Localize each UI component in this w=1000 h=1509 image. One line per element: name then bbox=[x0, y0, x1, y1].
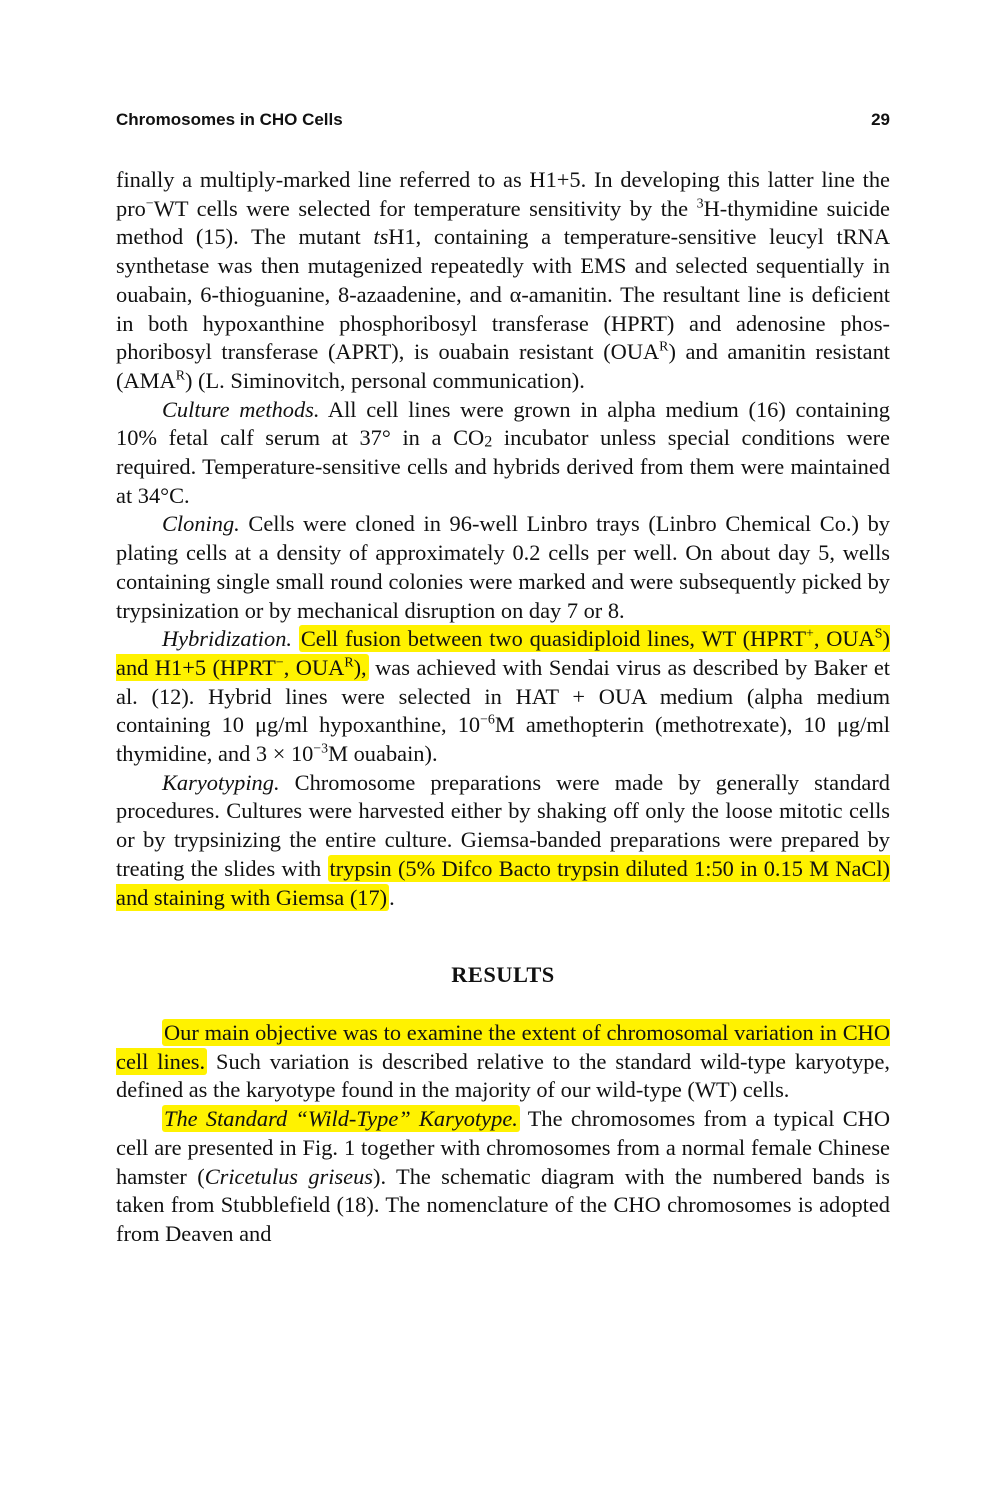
paragraph-culture-methods: Culture methods. All cell lines were grown in alpha medium (16) containing 10% fetal calf serum at 37° in a $CO_2$ incubator unless special conditions were required. Temperature-sensitive cells and hybrids derived from them were maintained at 34°C. bbox=[116, 396, 890, 508]
running-header bbox=[116, 110, 890, 134]
subsection-heading: Culture methods. bbox=[162, 396, 320, 422]
highlight: The Standard “Wild-Type” Karyotype. bbox=[164, 1106, 518, 1132]
page-number: 29 bbox=[871, 110, 890, 129]
highlight: Cell fusion between two quasidiploid lines, WT (HPRT+, $OUA^S$) and H1+5 (HPRT−, $OUA^R$), bbox=[116, 626, 890, 680]
section-heading-results: RESULTS bbox=[451, 962, 555, 988]
running-title: Chromosomes in CHO Cells bbox=[116, 110, 343, 129]
paragraph-standard-karyotype: The Standard “Wild-Type” Karyotype. The chromosomes from a typical CHO cell are presented in Fig. 1 together with chromosomes from a normal female Chinese hamster (Cricetulus griseus). The schematic diagram with the numbered bands is taken from Stubblefield (18). The nomenclature of the CHO chromosomes is adopted from Deaven and bbox=[116, 1106, 891, 1246]
highlight: Our main objective was to examine the extent of chromosomal variation in CHO cell lines. bbox=[116, 1019, 890, 1074]
paragraph-results-intro: Our main objective was to examine the extent of chromosomal variation in CHO cell lines. Such variation is described relative to the standard wild-type karyotype, defined as the karyotype found in the majority of our wild-type (WT) cells. bbox=[116, 1019, 890, 1103]
subsection-heading: Hybridization. bbox=[162, 626, 292, 652]
paragraph-cloning: Cloning. Cells were cloned in 96-well Linbro trays (Linbro Chemical Co.) by plating cells at a density of approximately 0.2 cells per well. On about day 5, wells containing single small round colonies were marked and were subsequently picked by trypsinization or by mechanical disruption on day 7 or 8. bbox=[116, 511, 890, 623]
page-body bbox=[116, 166, 890, 1249]
subsection-heading: Cloning. bbox=[162, 511, 240, 537]
paragraph-cell-lines: finally a multiply-marked line referred to as H1+5. In developing this latter line the pro−WT cells were selected for temperature sensitivity by the $^3$H-thymidine suicide method (15). The mutant tsH1, containing a temperature-sensitive leucyl tRNA synthetase was then mutagenized repeatedly with EMS and selected sequentially in ouabain, 6-thioguanine, 8-azaadenine, and α-amanitin. The resultant line is deficient in both hypoxanthine phosphoribosyl transferase (HPRT) and adenosine phosphoribosyl transferase (APRT), is ouabain resistant $(OUA^R)$ and amanitin resistant $(AMA^R)$ (L. Siminovitch, personal communication). bbox=[116, 167, 890, 393]
paragraph-karyotyping: Karyotyping. Chromosome preparations were made by generally standard procedures. Cultures were harvested either by shaking off only the loose mitotic cells or by trypsinizing the entire culture. Giemsa-banded preparations were prepared by treating the slides with trypsin (5% Difco Bacto trypsin diluted 1:50 in 0.15 M NaCl) and staining with Giemsa (17). bbox=[116, 769, 891, 910]
highlight: trypsin (5% Difco Bacto trypsin diluted 1:50 in 0.15 M NaCl) and staining with Giemsa (17) bbox=[116, 855, 891, 910]
paragraph-hybridization: Hybridization. Cell fusion between two quasidiploid lines, WT (HPRT+, $OUA^S$) and H1+5 (HPRT−, $OUA^R$), was achieved with Sendai virus as described by Baker et al. (12). Hybrid lines were selected in HAT + OUA medium (alpha medium containing 10 μg/ml hypoxanthine, $10^{-6}M$ amethopterin (methotrexate), 10 μg/ml thymidine, and $3 \times 10^{-3}M$ ouabain). bbox=[116, 626, 890, 767]
subsection-heading: Karyotyping. bbox=[162, 769, 280, 795]
species-name: Cricetulus griseus bbox=[204, 1163, 374, 1189]
